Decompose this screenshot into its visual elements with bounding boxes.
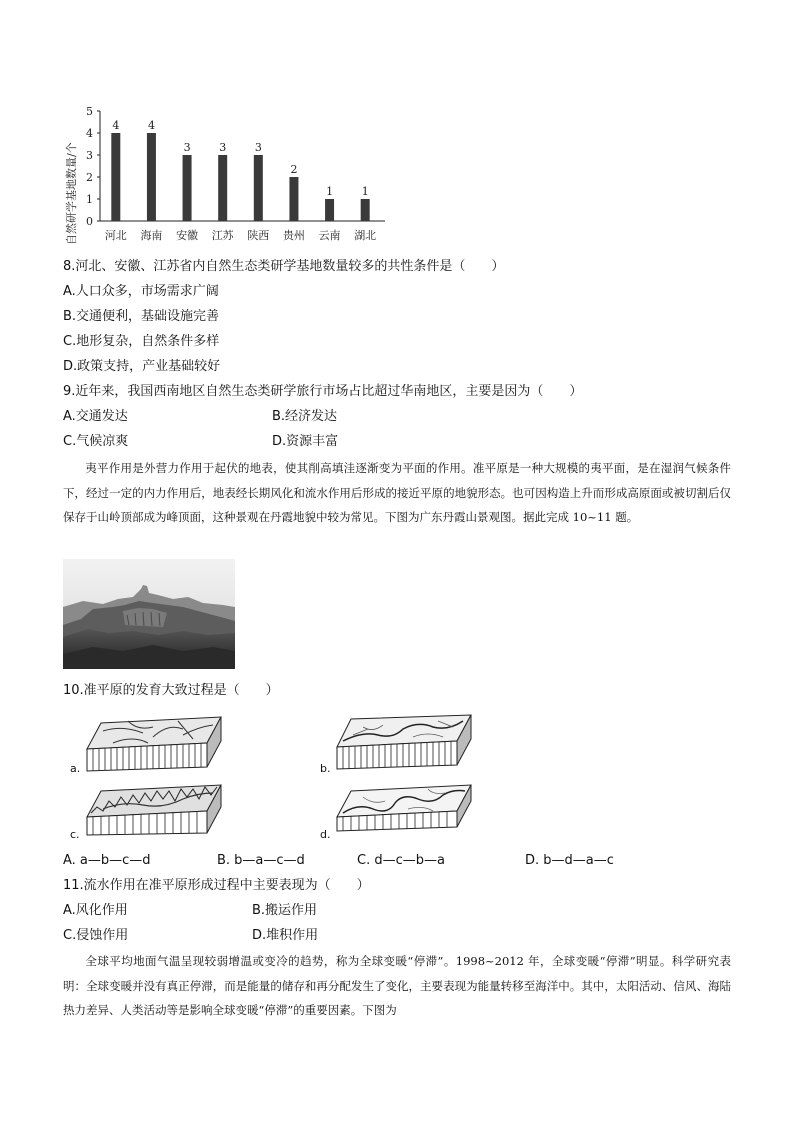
passage-peneplain-text: 夷平作用是外营力作用于起伏的地表，使其削高填洼逐渐变为平面的作用。准平原是一种大规模的夷平面，是在湿润气候条件下，经过一定的内力作用后，地表经长期风化和流水作用后形成的接近平原的地貌形态。也可因构造上升而形成高原面或被切割后仅保存于山岭顶部成为峰顶面，这种景观在丹霞地貌中较为常见。下图为广东丹霞山景观图。据此完成 10~11 题。: [63, 461, 731, 524]
bar: [254, 155, 263, 221]
q10-option-d[interactable]: D. b—d—a—c: [525, 853, 614, 868]
q8-option-d[interactable]: D.政策支持，产业基础较好: [63, 359, 221, 374]
chart-axes: [97, 111, 385, 221]
q8-stem: 8.河北、安徽、江苏省内自然生态类研学基地数量较多的共性条件是（ ）: [63, 259, 505, 274]
x-tick-label: 贵州: [282, 229, 305, 242]
fig-label-b: b.: [320, 762, 331, 775]
q11-option-c[interactable]: C.侵蚀作用: [63, 928, 129, 943]
bar: [289, 177, 298, 221]
y-tick-label: 5: [86, 105, 93, 118]
x-tick-label: 海南: [140, 229, 163, 242]
q10-stem: 10.准平原的发育大致过程是（ ）: [63, 683, 279, 698]
bar-data-label: 2: [290, 163, 298, 176]
passage-warming-hiatus: [63, 949, 731, 1023]
bar: [183, 155, 192, 221]
x-tick-label: 陕西: [247, 229, 270, 242]
q9-option-d[interactable]: D.资源丰富: [272, 434, 339, 449]
q11-stem: 11.流水作用在准平原形成过程中主要表现为（ ）: [63, 878, 370, 893]
fig-label-a: a.: [70, 762, 81, 775]
passage-peneplain: [63, 456, 731, 530]
bar: [361, 199, 370, 221]
q8-option-b[interactable]: B.交通便利，基础设施完善: [63, 309, 220, 324]
bar: [325, 199, 334, 221]
y-tick-label: 3: [86, 149, 93, 162]
x-tick-label: 湖北: [354, 229, 377, 242]
landform-block-d: [333, 783, 473, 838]
q10-option-a[interactable]: A. a—b—c—d: [63, 853, 151, 868]
landform-block-a: [83, 713, 223, 773]
q10-option-b[interactable]: B. b—a—c—d: [217, 853, 305, 868]
x-tick-label: 云南: [318, 229, 341, 242]
bar-data-label: 3: [219, 141, 227, 154]
bar-data-label: 4: [147, 119, 155, 132]
bar: [111, 133, 120, 221]
y-tick-label: 1: [86, 193, 93, 206]
bar-data-label: 1: [361, 185, 369, 198]
q11-option-d[interactable]: D.堆积作用: [252, 928, 319, 943]
bar: [218, 155, 227, 221]
landform-block-c: [83, 783, 223, 838]
y-tick-label: 0: [86, 215, 93, 228]
bar-data-label: 3: [254, 141, 262, 154]
bar-data-label: 3: [183, 141, 191, 154]
q9-option-b[interactable]: B.经济发达: [272, 409, 338, 424]
bar-data-label: 4: [112, 119, 120, 132]
bar-data-label: 1: [326, 185, 334, 198]
passage-warming-hiatus-text: 全球平均地面气温呈现较弱增温或变冷的趋势，称为全球变暖“停滞”。1998~2012 年，全球变暖“停滞”明显。科学研究表明：全球变暖并没有真正停滞，而是能量的储存和再分配发生了变化，主要表现为能量转移至海洋中。其中，太阳活动、信风、海陆热力差异、人类活动等是影响全球变暖“停滞”的重要因素。下图为: [63, 954, 731, 1017]
x-tick-label: 江苏: [211, 229, 234, 242]
q9-option-a[interactable]: A.交通发达: [63, 409, 128, 424]
chart-bars: [111, 133, 369, 221]
x-tick-label: 河北: [104, 229, 127, 242]
q10-option-c[interactable]: C. d—c—b—a: [357, 853, 445, 868]
q8-option-a[interactable]: A.人口众多，市场需求广阔: [63, 284, 219, 299]
bar: [147, 133, 156, 221]
q9-option-c[interactable]: C.气候凉爽: [63, 434, 129, 449]
q11-option-a[interactable]: A.风化作用: [63, 903, 128, 918]
q8-option-c[interactable]: C.地形复杂，自然条件多样: [63, 334, 220, 349]
y-tick-label: 2: [86, 171, 93, 184]
fig-label-c: c.: [70, 828, 80, 841]
danxia-mountain-photo: [63, 559, 235, 669]
q9-stem: 9.近年来，我国西南地区自然生态类研学旅行市场占比超过华南地区，主要是因为（ ）: [63, 384, 583, 399]
landform-block-b: [333, 713, 473, 773]
bar-chart: [60, 100, 400, 250]
y-tick-label: 4: [86, 127, 93, 140]
x-tick-label: 安徽: [176, 229, 199, 242]
q11-option-b[interactable]: B.搬运作用: [252, 903, 318, 918]
fig-label-d: d.: [320, 828, 331, 841]
y-axis-label: 自然研学基地数量/个: [65, 142, 78, 245]
